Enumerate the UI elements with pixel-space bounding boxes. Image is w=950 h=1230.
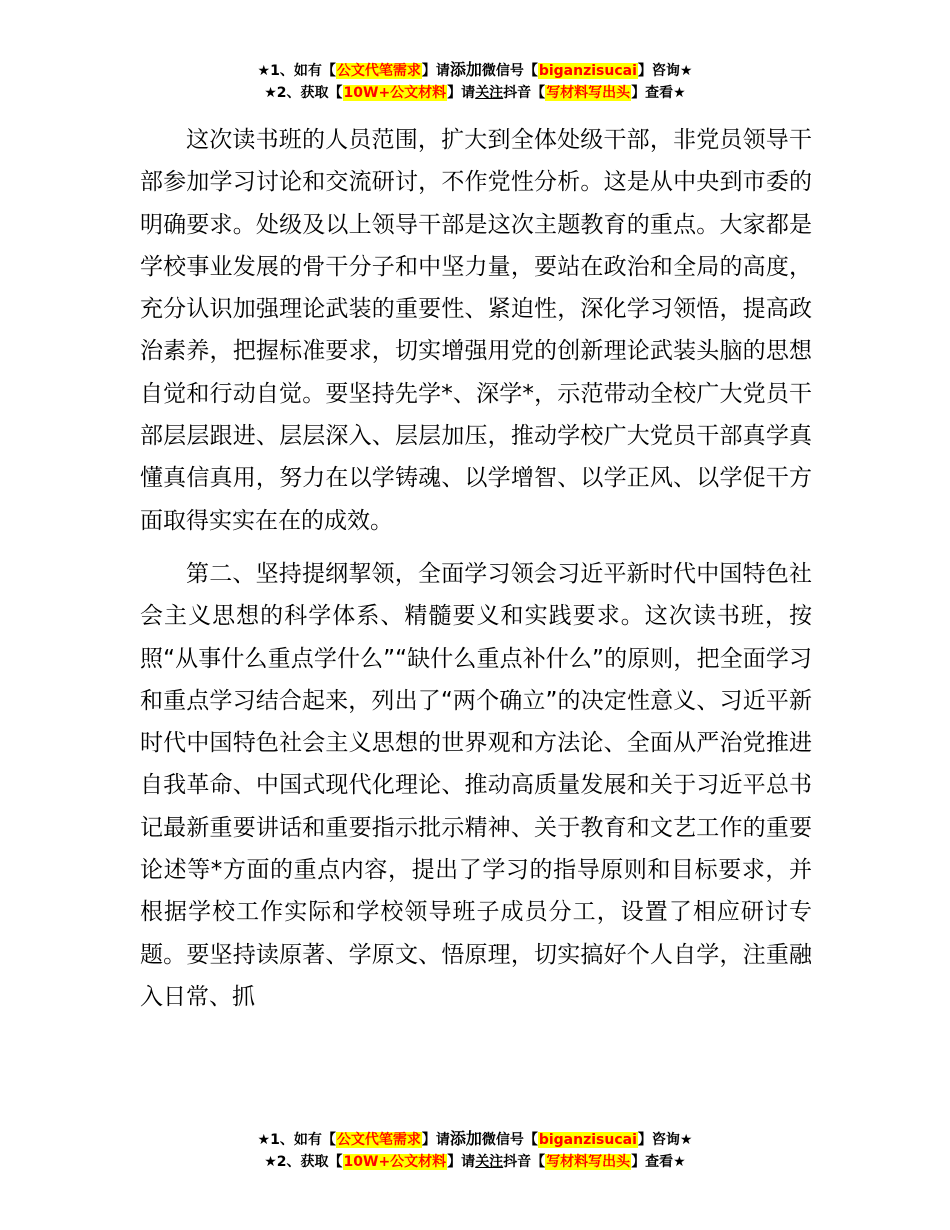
highlight-douyin-id: 写材料写出头 <box>546 85 631 101</box>
highlight-douyin-id: 写材料写出头 <box>546 1154 631 1170</box>
banner-line-2: ★2、获取【10W+公文材料】请关注抖音【写材料写出头】查看★ <box>264 85 686 101</box>
footer-banner <box>0 1128 950 1173</box>
highlight-materials: 10W+公文材料 <box>343 1154 447 1170</box>
header-banner <box>0 59 950 104</box>
banner-line-1: ★1、如有【公文代笔需求】请添加微信号【biganzisucai】咨询★ <box>257 60 693 79</box>
highlight-service: 公文代笔需求 <box>336 1132 421 1148</box>
banner-line-1: ★1、如有【公文代笔需求】请添加微信号【biganzisucai】咨询★ <box>257 1129 693 1148</box>
paragraph: 这次读书班的人员范围，扩大到全体处级干部，非党员领导干部参加学习讨论和交流研讨，不作党性分析。这是从中央到市委的明确要求。处级及以上领导干部是这次主题教育的重点。大家都是学校事业发展的骨干分子和中坚力量，要站在政治和全局的高度，充分认识加强理论武装的重要性、紧迫性，深化学习领悟，提高政治素养，把握标准要求，切实增强用党的创新理论武装头脑的思想自觉和行动自觉。要坚持先学*、深学*，示范带动全校广大党员干部层层跟进、层层深入、层层加压，推动学校广大党员干部真学真懂真信真用，努力在以学铸魂、以学增智、以学正风、以学促干方面取得实实在在的成效。 <box>140 127 812 534</box>
banner-line-2: ★2、获取【10W+公文材料】请关注抖音【写材料写出头】查看★ <box>264 1154 686 1170</box>
highlight-wechat-id: biganzisucai <box>538 63 637 79</box>
highlight-wechat-id: biganzisucai <box>538 1132 637 1148</box>
highlight-service: 公文代笔需求 <box>336 63 421 79</box>
highlight-materials: 10W+公文材料 <box>343 85 447 101</box>
paragraph: 第二、坚持提纲挈领，全面学习领会习近平新时代中国特色社会主义思想的科学体系、精髓要义和实践要求。这次读书班，按照“从事什么重点学什么”“缺什么重点补什么”的原则，把全面学习和重点学习结合起来，列出了“两个确立”的决定性意义、习近平新时代中国特色社会主义思想的世界观和方法论、全面从严治党推进自我革命、中国式现代化理论、推动高质量发展和关于习近平总书记最新重要讲话和重要指示批示精神、关于教育和文艺工作的重要论述等*方面的重点内容，提出了学习的指导原则和目标要求，并根据学校工作实际和学校领导班子成员分工，设置了相应研讨专题。要坚持读原著、学原文、悟原理，切实搞好个人自学，注重融入日常、抓 <box>140 560 812 1010</box>
document-body <box>140 119 812 1029</box>
